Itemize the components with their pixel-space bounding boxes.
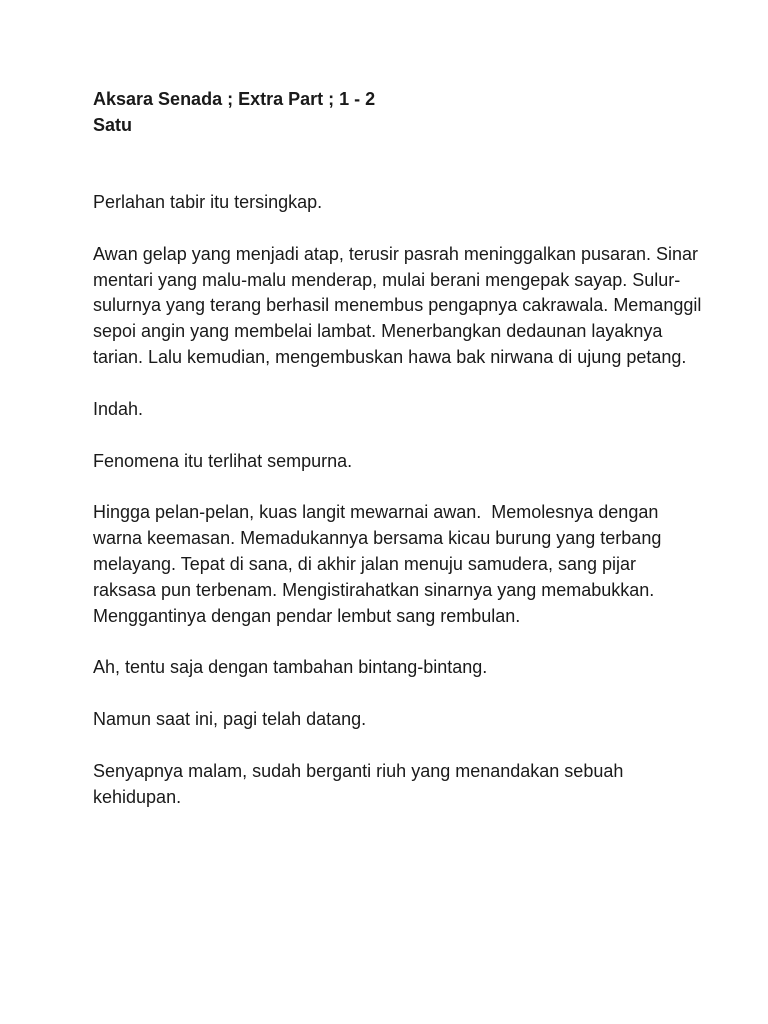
- paragraph: Hingga pelan-pelan, kuas langit mewarnai awan. Memolesnya dengan warna keemasan. Memadukannya bersama kicau burung yang terbang melayang. Tepat di sana, di akhir jalan menuju samudera, sang pijar raksasa pun terbenam. Mengistirahatkan sinarnya yang memabukkan. Menggantinya dengan pendar lembut sang rembulan.: [93, 502, 667, 626]
- paragraph: Namun saat ini, pagi telah datang.: [93, 709, 367, 730]
- paragraph: Fenomena itu terlihat sempurna.: [93, 450, 353, 471]
- paragraph: Awan gelap yang menjadi atap, terusir pasrah meninggalkan pusaran. Sinar mentari yang malu-malu menderap, mulai berani mengepak sayap. Sulur-sulurnya yang terang berhasil menembus pengapnya cakrawala. Memanggil sepoi angin yang membelai lambat. Menerbangkan dedaunan layaknya tarian. Lalu kemudian, mengembuskan hawa bak nirwana di ujung petang.: [93, 243, 707, 367]
- document-title: Aksara Senada ; Extra Part ; 1 - 2: [93, 89, 376, 109]
- paragraph: Ah, tentu saja dengan tambahan bintang-bintang.: [93, 657, 488, 678]
- chapter-heading: Satu: [93, 115, 133, 135]
- document-body: [93, 190, 707, 811]
- paragraph: Perlahan tabir itu tersingkap.: [93, 192, 323, 212]
- document-page: [93, 86, 707, 837]
- paragraph: Indah.: [93, 398, 144, 419]
- paragraph: Senyapnya malam, sudah berganti riuh yang menandakan sebuah kehidupan.: [93, 760, 629, 807]
